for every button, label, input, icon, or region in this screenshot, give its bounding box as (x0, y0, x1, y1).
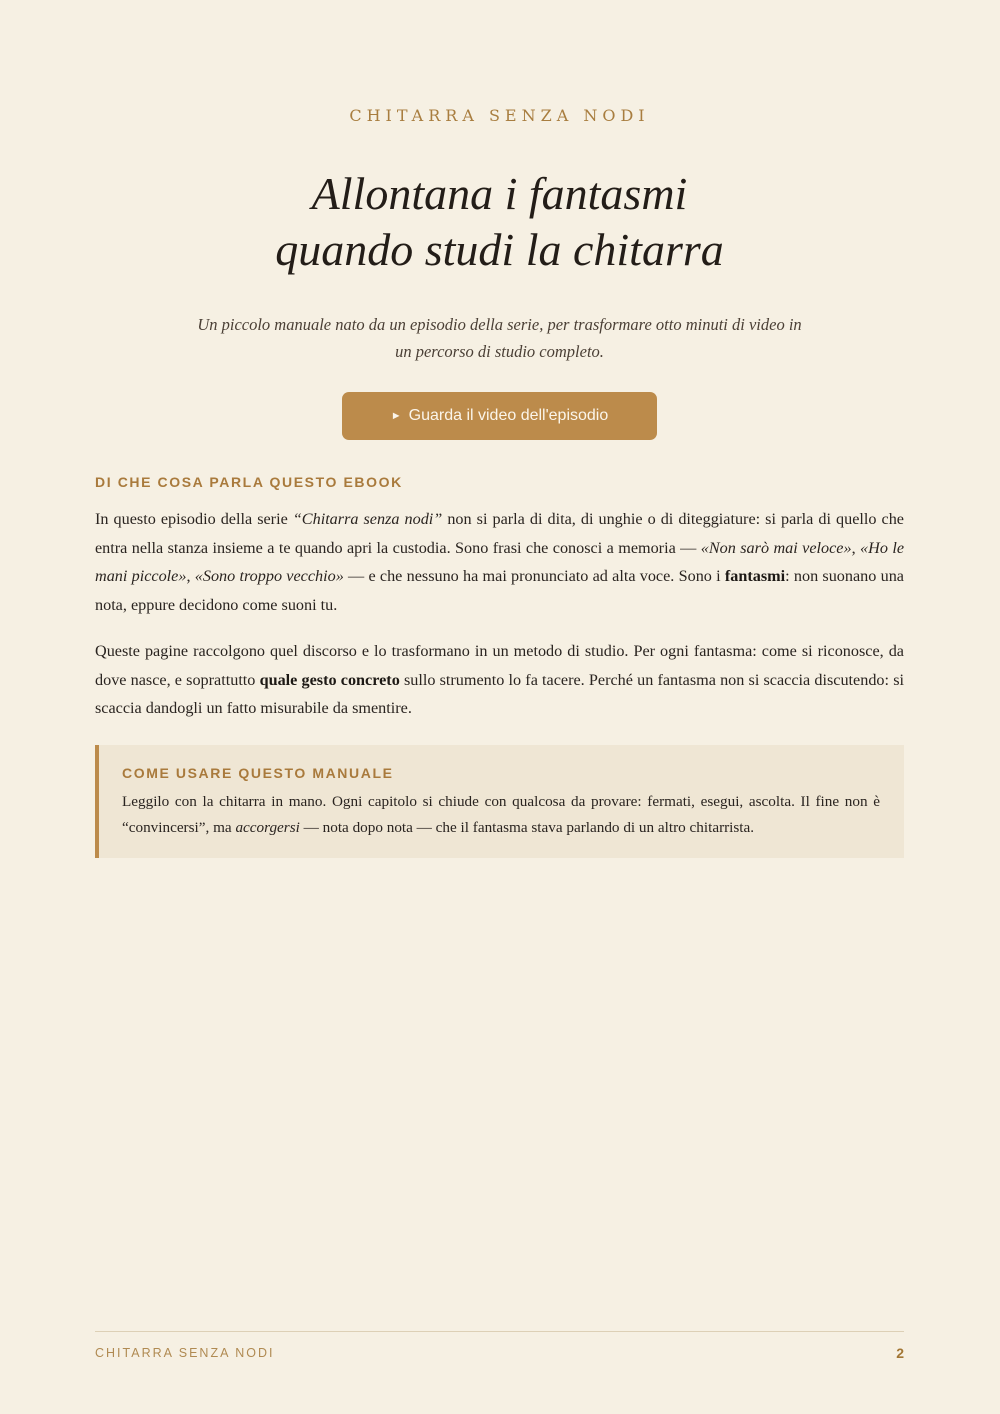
text-run: , (186, 567, 195, 585)
callout-text (122, 789, 880, 841)
ebook-page (95, 0, 904, 1414)
text-run: In questo episodio della serie (95, 510, 293, 528)
section-heading: DI CHE COSA PARLA QUESTO EBOOK (95, 474, 403, 490)
page-title (95, 166, 904, 278)
emphasis-gesto: quale gesto concreto (259, 670, 400, 689)
method-paragraph (95, 637, 904, 723)
play-icon: ► (390, 410, 402, 422)
text-run: Queste pagine raccolgono quel discorso e lo trasformano in un metodo di studio. Per ogni fantasma: come si riconosce, da dove nasce, e soprattutto (95, 642, 904, 689)
callout-heading: COME USARE QUESTO MANUALE (122, 765, 394, 781)
series-kicker: CHITARRA SENZA NODI (349, 106, 650, 125)
emphasis-fantasmi: fantasmi (724, 567, 786, 585)
text-run: sullo strumento lo fa tacere. Perché un fantasma non si scaccia discutendo: si scaccia dandogli un fatto misurabile da smentire. (95, 670, 904, 717)
page-number: 2 (896, 1345, 904, 1361)
intro-paragraph (95, 505, 904, 619)
title-line-1: Allontana i fantasmi (311, 168, 688, 219)
text-run: — nota dopo nota — che il fantasma stava parlando di un altro chitarrista. (299, 819, 755, 836)
text-run: non si parla di dita, di unghie o di diteggiature: si parla di quello che entra nella stanza insieme a te quando apri la custodia. Sono frasi che conosci a memoria — (95, 510, 904, 557)
subtitle: Un piccolo manuale nato da un episodio della serie, per trasformare otto minuti di video in un percorso di studio completo. (197, 315, 802, 361)
ghost-quote: «Non sarò mai veloce» (700, 538, 852, 557)
footer-series-name: CHITARRA SENZA NODI (95, 1346, 275, 1360)
usage-callout (95, 745, 904, 858)
text-run: : non suonano una nota, eppure decidono come suoni tu. (95, 567, 904, 614)
text-run: — e che nessuno ha mai pronunciato ad alta voce. Sono i (343, 567, 725, 585)
text-run: Leggilo con la chitarra in mano. Ogni capitolo si chiude con qualcosa da provare: fermati, esegui, ascolta. Il fine non è “convincersi”, ma (122, 793, 880, 836)
watch-video-button[interactable] (342, 392, 657, 440)
ghost-quote: «Ho le mani piccole» (95, 538, 904, 585)
ghost-quote: «Sono troppo vecchio» (194, 567, 344, 585)
title-line-2: quando studi la chitarra (275, 224, 724, 275)
emphasis-accorgersi: accorgersi (235, 819, 300, 836)
watch-video-label: Guarda il video dell'episodio (408, 407, 609, 424)
series-name-quote: “Chitarra senza nodi” (292, 510, 443, 528)
footer-divider (95, 1331, 904, 1332)
text-run: , (851, 538, 861, 557)
